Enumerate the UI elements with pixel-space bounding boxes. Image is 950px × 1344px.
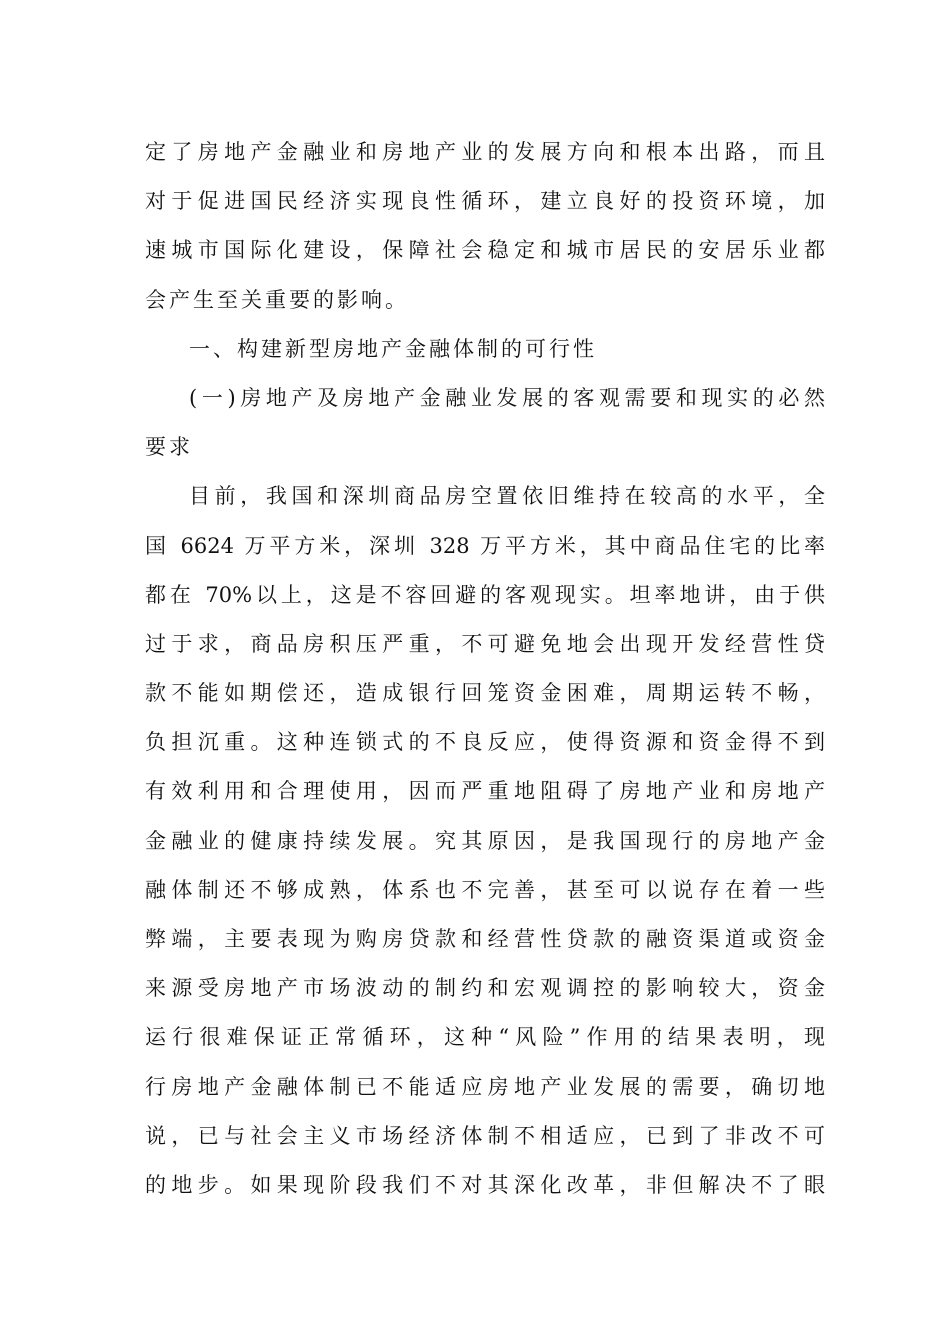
text-line: 负担沉重。这种连锁式的不良反应，使得资源和资金得不到 — [145, 730, 825, 755]
text-line: 速城市国际化建设，保障社会稳定和城市居民的安居乐业都 — [145, 238, 825, 263]
text-line: 会产生至关重要的影响。 — [145, 287, 409, 312]
text-line: 融体制还不够成熟，体系也不完善，甚至可以说存在着一些 — [145, 877, 825, 902]
text-line: 来源受房地产市场波动的制约和宏观调控的影响较大，资金 — [145, 976, 825, 1001]
text-line: 弊端，主要表现为购房贷款和经营性贷款的融资渠道或资金 — [145, 927, 825, 951]
text-line: 的地步。如果现阶段我们不对其深化改革，非但解决不了眼 — [145, 1172, 825, 1197]
text-line: 要求 — [145, 435, 193, 460]
text-line: 目前，我国和深圳商品房空置依旧维持在较高的水平，全 — [189, 484, 825, 509]
text-line: 对于促进国民经济实现良性循环，建立良好的投资环境，加 — [145, 189, 825, 214]
text-line: 有效利用和合理使用，因而严重地阻碍了房地产业和房地产 — [145, 779, 825, 804]
text-line: 款不能如期偿还，造成银行回笼资金困难，周期运转不畅， — [145, 681, 825, 706]
text-line: 金融业的健康持续发展。究其原因，是我国现行的房地产金 — [145, 828, 825, 853]
text-line: 过于求，商品房积压严重，不可避免地会出现开发经营性贷 — [145, 631, 825, 656]
text-line: 国 6624 万平方米，深圳 328 万平方米，其中商品住宅的比率 — [145, 533, 825, 558]
text-line: 运行很难保证正常循环，这种“风险”作用的结果表明，现 — [145, 1025, 825, 1050]
text-line: 定了房地产金融业和房地产业的发展方向和根本出路，而且 — [145, 140, 825, 164]
text-line: (一)房地产及房地产金融业发展的客观需要和现实的必然 — [189, 385, 825, 410]
document-body — [145, 128, 825, 1210]
text-line: 说，已与社会主义市场经济体制不相适应，已到了非改不可 — [145, 1123, 825, 1148]
text-line: 都在 70%以上，这是不容回避的客观现实。坦率地讲，由于供 — [145, 582, 825, 607]
text-line: 一、构建新型房地产金融体制的可行性 — [189, 336, 597, 361]
text-line: 行房地产金融体制已不能适应房地产业发展的需要，确切地 — [145, 1074, 825, 1099]
